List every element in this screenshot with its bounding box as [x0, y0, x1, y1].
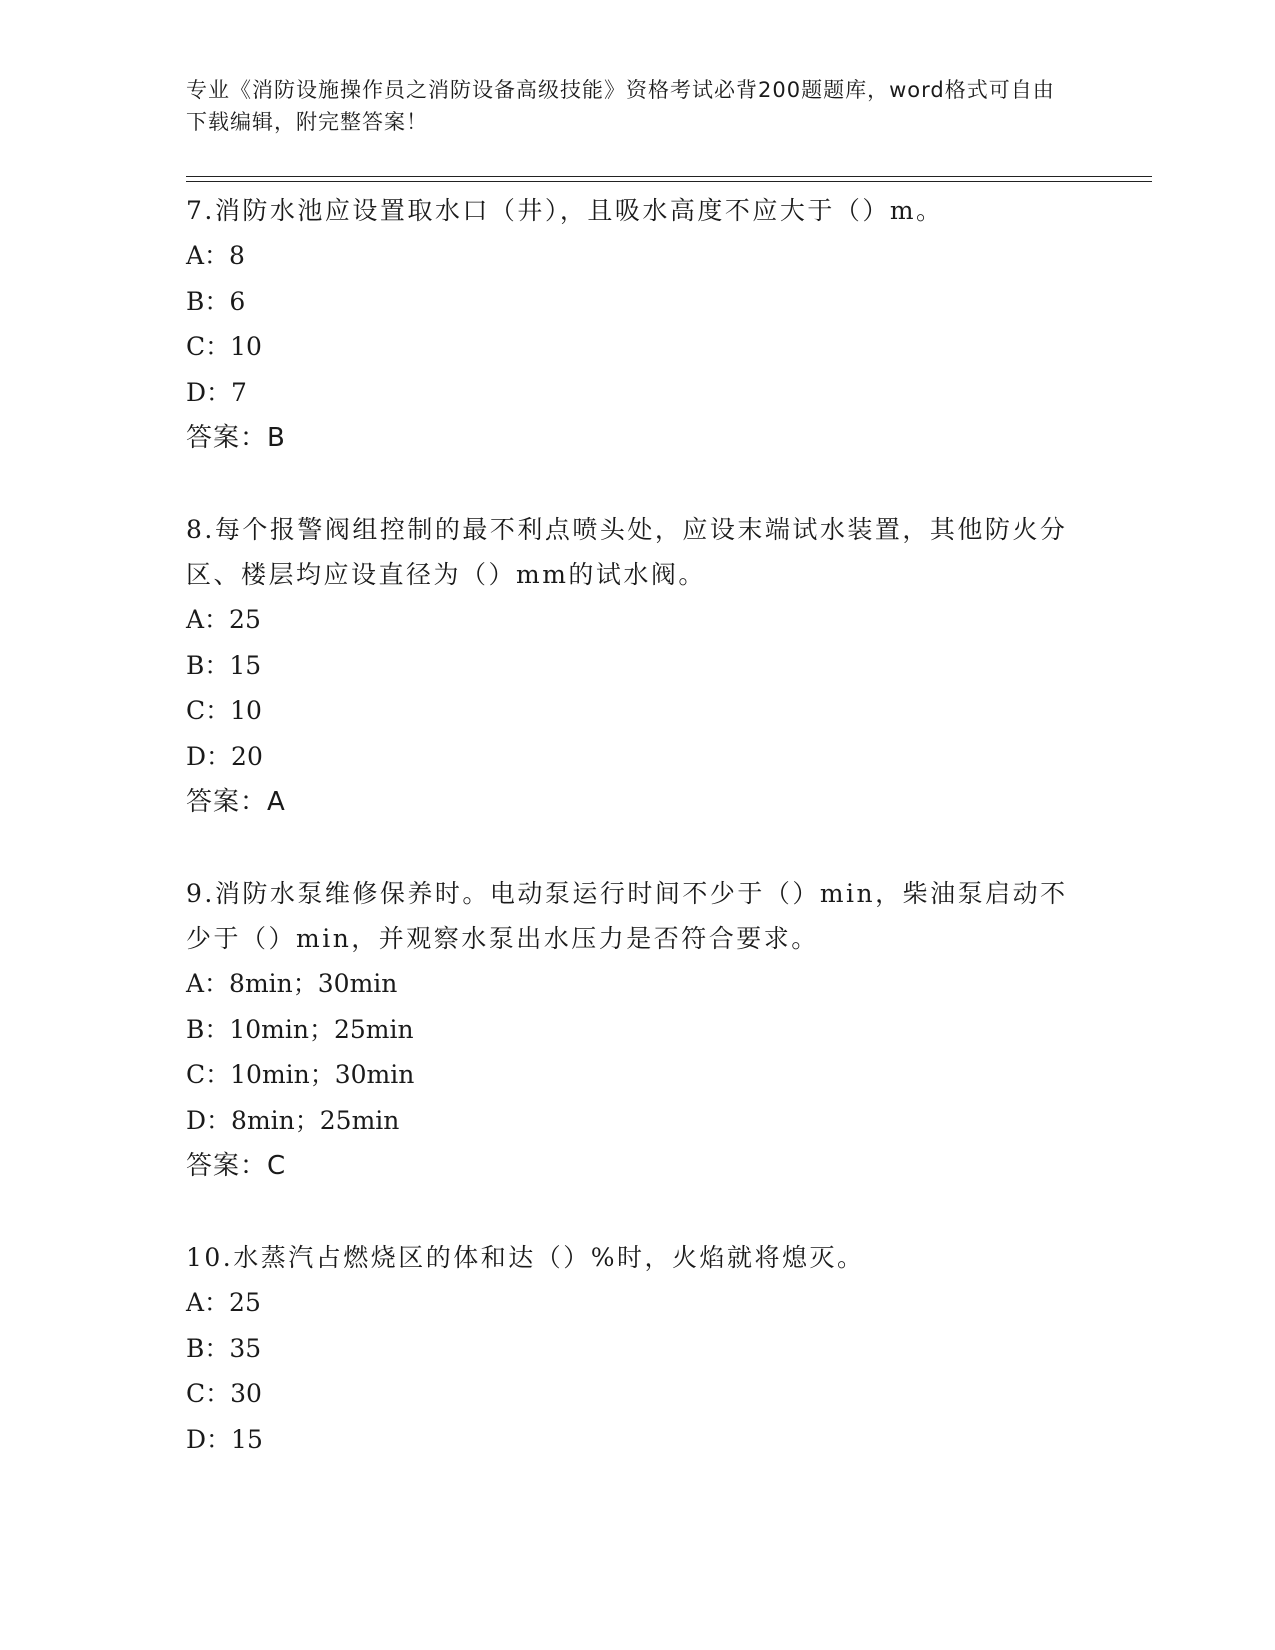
- answer: 答案：A: [186, 787, 286, 817]
- option-c: C：10: [186, 332, 262, 361]
- option-c: C：10min；30min: [186, 1060, 415, 1089]
- question-10: [186, 1235, 1086, 1462]
- option-a: A：25: [186, 1288, 261, 1317]
- option-b: B：10min；25min: [186, 1014, 414, 1044]
- option-d: D：20: [186, 741, 263, 771]
- answer: 答案：B: [186, 423, 286, 453]
- answer: 答案：C: [186, 1151, 287, 1181]
- option-b: B：15: [186, 650, 262, 680]
- question-text: 9.消防水泵维修保养时。电动泵运行时间不少于（）min，柴油泵启动不少于（）min，并观察水泵出水压力是否符合要求。: [186, 879, 1068, 953]
- question-list: [186, 188, 1086, 1508]
- option-a: A：8: [186, 241, 245, 270]
- header-divider-top: [186, 176, 1152, 177]
- option-a: A：25: [186, 605, 261, 634]
- option-b: B：6: [186, 286, 246, 316]
- question-text: 7.消防水池应设置取水口（井），且吸水高度不应大于（）m。: [186, 196, 944, 225]
- header-divider-bottom: [186, 181, 1152, 182]
- option-c: C：10: [186, 696, 262, 725]
- option-a: A：8min；30min: [186, 969, 398, 998]
- question-7: [186, 188, 1086, 461]
- question-text: 8.每个报警阀组控制的最不利点喷头处，应设末端试水装置，其他防火分区、楼层均应设直径为（）mm的试水阀。: [186, 515, 1068, 589]
- document-header: 专业《消防设施操作员之消防设备高级技能》资格考试必背200题题库，word格式可自由下载编辑，附完整答案！: [186, 78, 1055, 134]
- option-b: B：35: [186, 1333, 262, 1363]
- question-text: 10.水蒸汽占燃烧区的体和达（）%时，火焰就将熄灭。: [186, 1243, 865, 1272]
- option-c: C：30: [186, 1379, 262, 1408]
- question-9: [186, 871, 1086, 1189]
- option-d: D：8min；25min: [186, 1105, 400, 1135]
- question-8: [186, 507, 1086, 825]
- option-d: D：7: [186, 377, 247, 407]
- option-d: D：15: [186, 1424, 263, 1454]
